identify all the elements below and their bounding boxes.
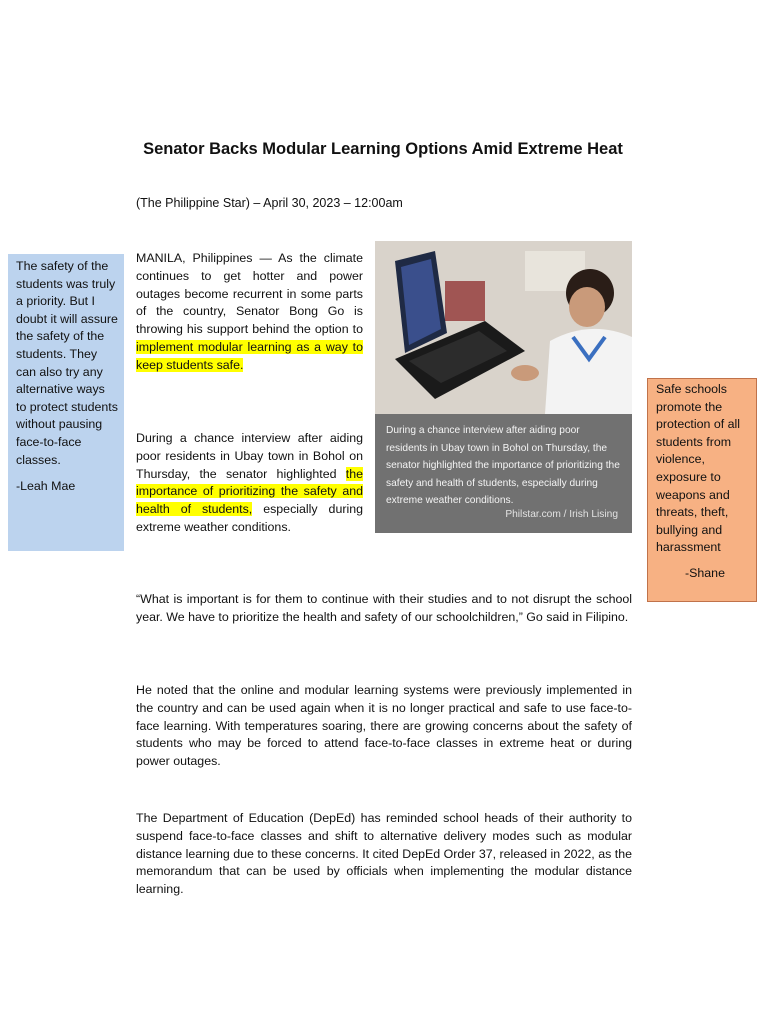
comment-note-left: [8, 254, 124, 551]
article-photo: [375, 241, 632, 533]
paragraph-2-highlight: the importance of prioritizing the safety and health of students,: [136, 466, 363, 517]
photo-illustration: [375, 241, 632, 414]
paragraph-1-text: MANILA, Philippines — As the climate continues to get hotter and power outages become recurrent in some parts of the country, Senator Bong Go is throwing his support behind the option to: [136, 251, 363, 337]
paragraph-1: [136, 250, 363, 375]
paragraph-3: “What is important is for them to continue with their studies and to not disrupt the school year. We have to prioritize the health and safety of our schoolchildren,” Go said in Filipino.: [136, 592, 632, 624]
article-title: Senator Backs Modular Learning Options Amid Extreme Heat: [143, 140, 623, 158]
comment-text: The safety of the students was truly a priority. But I doubt it will assure the safety of the students. They can also try any alternative ways to protect students without pausing face-to-face classes.: [16, 259, 118, 467]
photo-credit: Philstar.com / Irish Lising: [505, 509, 618, 520]
comment-note-right: [647, 378, 757, 602]
comment-author: -Leah Mae: [16, 479, 76, 494]
paragraph-4: He noted that the online and modular learning systems were previously implemented in the country and can be used again when it is no longer practical and safe to use face-to-face learning. With temperatures soaring, there are growing concerns about the safety of students who may be forced to attend face-to-face classes in extreme heat or during power outages.: [136, 683, 632, 769]
photo-caption: During a chance interview after aiding poor residents in Ubay town in Bohol on Thursday, the senator highlighted the importance of prioritizing the safety and health of students, especially during extreme weather conditions.: [386, 425, 620, 506]
article-byline: (The Philippine Star) – April 30, 2023 – 12:00am: [136, 196, 403, 210]
paragraph-5: The Department of Education (DepEd) has reminded school heads of their authority to suspend face-to-face classes and shift to alternative delivery modes such as modular distance learning due to these concerns. It cited DepEd Order 37, released in 2022, as the memorandum that can be used by officials when implementing the modular distance learning.: [136, 811, 632, 897]
photo-image: [375, 241, 632, 414]
paragraph-2: [136, 430, 363, 537]
paragraph-2-text: During a chance interview after aiding poor residents in Ubay town in Bohol on Thursday, the senator highlighted: [136, 431, 363, 481]
paragraph-2-tail: especially during extreme weather conditions.: [136, 502, 363, 534]
paragraph-1-highlight: implement modular learning as a way to keep students safe.: [136, 339, 363, 372]
photo-caption-box: [375, 414, 632, 533]
comment-author: -Shane: [685, 565, 725, 580]
comment-text: Safe schools promote the protection of all students from violence, exposure to weapons and threats, theft, bullying and harassment: [656, 382, 741, 555]
